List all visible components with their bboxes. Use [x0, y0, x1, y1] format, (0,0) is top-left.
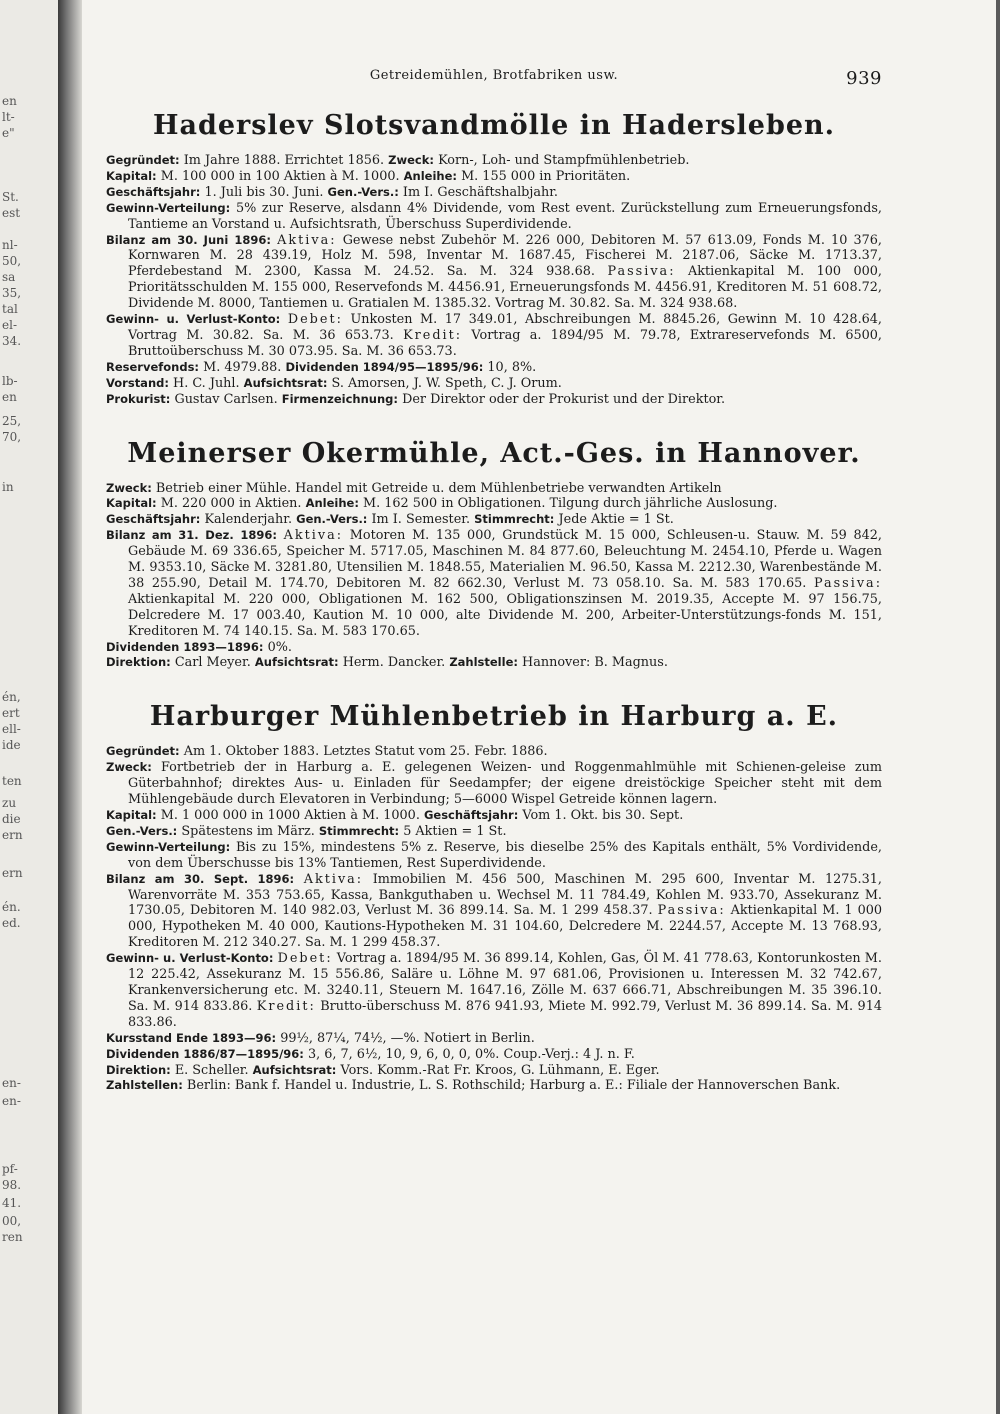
- kredit-label: Kredit:: [256, 998, 316, 1014]
- entry-kapital: [106, 496, 882, 512]
- company-title: Harburger Mühlenbetrieb in Harburg a. E.: [149, 701, 839, 733]
- entry-text: Fortbetrieb der in Harburg a. E. gelegenen Weizen- und Roggenmahlmühle mit Schienen-geleise zum Güterbahnhof; direktes Aus- u. Einladen für Seedampfer; der eigene dreistöckige Speicher steht mit dem Mühlengebäude durch Elevatoren in Verbindung; 5—6000 Wispel Getreide können lagern.: [128, 760, 882, 808]
- passiva-text: Aktienkapital M. 100 000, Prioritätsschulden M. 155 000, Reservefonds M. 4456.91, Erneuerungsfonds M. 4456.91, Kreditoren M. 51 608.72, Dividende M. 8000, Tantiemen u. Gratialen M. 1385.32. Vortrag M. 30.82. Sa. M. 324 938.68.: [128, 264, 882, 312]
- margin-fragment: ert: [2, 706, 20, 720]
- entry-kursstand: [106, 1031, 882, 1047]
- entry-text: Vom 1. Okt. bis 30. Sept.: [522, 808, 684, 823]
- margin-fragment: ed.: [2, 916, 21, 930]
- entry-zahlstellen: [106, 1078, 882, 1094]
- entry-direktion: [106, 655, 882, 671]
- entry-label: Gewinn- u. Verlust-Konto:: [106, 951, 274, 966]
- entry-zweck: [106, 760, 882, 808]
- entry-kapital: [106, 169, 882, 185]
- margin-fragment: en-: [2, 1076, 21, 1090]
- entry-label: Kursstand Ende 1893—96:: [106, 1030, 277, 1045]
- entry-text: Carl Meyer.: [174, 655, 251, 671]
- margin-fragment: ten: [2, 774, 22, 788]
- margin-fragment: in: [2, 480, 14, 494]
- kredit-text: Brutto-überschuss M. 876 941.93, Miete M. 992.79, Verlust M. 36 899.14. Sa. M. 914 833.86.: [128, 998, 882, 1030]
- entry-text: M. 1 000 000 in 1000 Aktien à M. 1000.: [160, 808, 420, 823]
- entry-direktion: [106, 1063, 882, 1079]
- entry-dividenden: [106, 1047, 882, 1063]
- entry-text: Im Jahre 1888. Errichtet 1856.: [183, 153, 385, 168]
- margin-fragment: pf-: [2, 1162, 18, 1176]
- entry-text: 3, 6, 7, 6½, 10, 9, 6, 0, 0, 0%. Coup.-Verj.: 4 J. n. F.: [307, 1046, 635, 1062]
- entry-gen-vers: [106, 824, 882, 840]
- entry-dividenden: [106, 640, 882, 656]
- entry-bilanz: [106, 233, 882, 313]
- entry-label: Bilanz am 30. Juni 1896:: [106, 232, 271, 247]
- entry-label: Gegründet:: [106, 153, 180, 167]
- entry-text: 5 Aktien = 1 St.: [403, 823, 507, 839]
- entry-label: Gen.-Vers.:: [296, 512, 368, 527]
- entry-geschaeftsjahr: [106, 185, 882, 201]
- entry-label: Bilanz am 30. Sept. 1896:: [106, 871, 295, 886]
- entry-label: Reservefonds:: [106, 359, 200, 374]
- passiva-label: Passiva:: [607, 264, 676, 280]
- entry-label: Vorstand:: [106, 375, 169, 390]
- margin-fragment: zu: [2, 796, 17, 810]
- entry-label: Zweck:: [388, 153, 434, 167]
- entry-label: Zahlstellen:: [106, 1078, 183, 1093]
- running-title: Getreidemühlen, Brotfabriken usw.: [369, 68, 619, 83]
- entry-text: Kalenderjahr.: [204, 512, 293, 528]
- margin-fragment: en: [2, 390, 17, 404]
- passiva-text: Aktienkapital M. 220 000, Obligationen M. 162 500, Obligationszinsen M. 2019.35, Accepte M. 97 156.75, Delcredere M. 17 003.40, Kaution M. 10 000, alte Dividende M. 200, Arbeiter-Unterstützungs-fonds M. 151, Kreditoren M. 74 140.15. Sa. M. 583 170.65.: [128, 591, 882, 639]
- entry-prokurist: [106, 392, 882, 408]
- entry-label: Geschäftsjahr:: [106, 512, 201, 527]
- margin-fragment: tal: [2, 302, 18, 316]
- entry-text: Im I. Geschäftshalbjahr.: [402, 184, 558, 200]
- entry-label: Stimmrecht:: [318, 823, 400, 838]
- margin-fragment: ern: [2, 828, 23, 842]
- passiva-label: Passiva:: [657, 903, 726, 919]
- margin-fragment: ide: [2, 738, 21, 752]
- company-title: Meinerser Okermühle, Act.-Ges. in Hannover.: [127, 437, 861, 469]
- margin-fragment: ren: [2, 1230, 23, 1244]
- entry-label: Kapital:: [106, 808, 157, 822]
- entry-gewinn-verteilung: [106, 840, 882, 872]
- entry-text: H. C. Juhl.: [173, 375, 240, 391]
- entry-text: M. 162 500 in Obligationen. Tilgung durch jährliche Auslosung.: [363, 496, 778, 512]
- aktiva-text: Gewese nebst Zubehör M. 226 000, Debitoren M. 57 613.09, Fonds M. 10 376, Kornwaren M. 28 439.19, Holz M. 598, Inventar M. 1687.45, Fischerei M. 2187.06, Säcke M. 1713.37, Pferdebestand M. 2300, Kassa M. 24.52. Sa. M. 324 938.68.: [128, 232, 882, 280]
- margin-fragment: 34.: [2, 334, 22, 348]
- entry-text: M. 100 000 in 100 Aktien à M. 1000.: [160, 168, 400, 184]
- entry-label: Zweck:: [106, 480, 152, 495]
- entry-label: Dividenden 1894/95—1895/96:: [285, 359, 484, 374]
- entry-label: Zweck:: [106, 760, 152, 775]
- entry-text: 10, 8%.: [487, 359, 537, 375]
- entry-zweck: [106, 481, 882, 497]
- previous-page-margin-text: [0, 0, 58, 1414]
- entry-label: Gen.-Vers.:: [327, 184, 399, 199]
- entry-bilanz: [106, 872, 882, 952]
- entry-text: Der Direktor oder der Prokurist und der Direktor.: [402, 391, 726, 407]
- company-harburger: [106, 701, 882, 1094]
- entry-label: Geschäftsjahr:: [106, 184, 201, 199]
- debet-label: Debet:: [287, 312, 343, 328]
- entry-label: Gegründet:: [106, 744, 180, 759]
- entry-label: Gewinn-Verteilung:: [106, 200, 231, 215]
- margin-fragment: 98.: [2, 1178, 22, 1192]
- entry-text: Herm. Dancker.: [342, 655, 446, 671]
- entry-text: Bis zu 15%, mindestens 5% z. Reserve, bis dieselbe 25% des Kapitals enthält, 5% Vordividende, von dem Überschusse bis 13% Tantiemen, Rest Superdividende.: [128, 839, 883, 871]
- entry-gewinn-verlust-konto: [106, 312, 882, 360]
- entry-vorstand: [106, 376, 882, 392]
- margin-fragment: én,: [2, 690, 21, 704]
- entry-geschaeftsjahr: [106, 512, 882, 528]
- kredit-text: Vortrag a. 1894/95 M. 79.78, Extrareservefonds M. 6500, Bruttoüberschuss M. 30 073.95. Sa. M. 36 653.73.: [128, 327, 883, 359]
- page: [106, 68, 882, 1114]
- margin-fragment: est: [2, 206, 21, 220]
- entry-label: Direktion:: [106, 655, 171, 670]
- margin-fragment: el-: [2, 318, 17, 332]
- margin-fragment: 25,: [2, 414, 22, 428]
- passiva-text: Aktienkapital M. 1 000 000, Hypotheken M. 40 000, Kautions-Hypotheken M. 31 104.60, Delcredere M. 2244.57, Accepte M. 13 768.93, Kreditoren M. 212 340.27. Sa. M. 1 299 458.37.: [128, 903, 882, 951]
- aktiva-label: Aktiva:: [277, 232, 337, 248]
- debet-text: Unkosten M. 17 349.01, Abschreibungen M. 8845.26, Gewinn M. 10 428.64, Vortrag M. 30.82. Sa. M. 36 653.73.: [128, 312, 882, 343]
- entry-reservefonds: [106, 360, 882, 376]
- entry-label: Aufsichtsrat:: [252, 1062, 337, 1077]
- entry-text: Korn-, Loh- und Stampfmühlenbetrieb.: [438, 153, 690, 168]
- margin-fragment: 70,: [2, 430, 22, 444]
- entry-bilanz: [106, 528, 882, 639]
- entry-label: Aufsichtsrat:: [243, 375, 328, 390]
- entry-label: Gen.-Vers.:: [106, 823, 178, 838]
- entry-label: Anleihe:: [403, 168, 457, 183]
- aktiva-text: Immobilien M. 456 500, Maschinen M. 295 600, Inventar M. 1275.31, Warenvorräte M. 353 753.65, Kassa, Bankguthaben u. Wechsel M. 11 784.49, Kohlen M. 933.70, Assekuranz M. 1730.05, Debitoren M. 140 982.03, Verlust M. 36 899.14. Sa. M. 1 299 458.37.: [128, 871, 882, 919]
- aktiva-label: Aktiva:: [283, 528, 344, 544]
- margin-fragment: ern: [2, 866, 23, 880]
- entry-label: Zahlstelle:: [449, 655, 518, 670]
- entry-label: Gewinn- u. Verlust-Konto:: [106, 312, 281, 327]
- entry-label: Direktion:: [106, 1062, 171, 1077]
- entry-text: Jede Aktie = 1 St.: [558, 512, 674, 528]
- page-edge: [996, 0, 1000, 1414]
- margin-fragment: 41.: [2, 1196, 22, 1210]
- company-haderslev: [106, 110, 882, 408]
- entry-label: Aufsichtsrat:: [254, 655, 339, 670]
- margin-fragment: ell-: [2, 722, 21, 736]
- entry-text: 99½, 87¼, 74½, —%. Notiert in Berlin.: [280, 1030, 535, 1046]
- margin-fragment: die: [2, 812, 21, 826]
- margin-fragment: 50,: [2, 254, 22, 268]
- entry-text: 1. Juli bis 30. Juni.: [204, 184, 324, 200]
- entry-label: Gewinn-Verteilung:: [106, 839, 231, 854]
- entry-text: Berlin: Bank f. Handel u. Industrie, L. S. Rothschild; Harburg a. E.: Filiale der Hannoverschen Bank.: [186, 1078, 841, 1094]
- book-fold-shadow: [58, 0, 82, 1414]
- running-header: [106, 68, 882, 96]
- margin-fragment: e": [2, 126, 15, 140]
- entry-gewinn-verteilung: [106, 201, 882, 233]
- company-title: Haderslev Slotsvandmölle in Hadersleben.: [152, 110, 836, 141]
- entry-gegruendet: [106, 744, 882, 760]
- entry-text: Im I. Semester.: [371, 512, 471, 528]
- company-meinerser: [106, 438, 882, 672]
- margin-fragment: én.: [2, 900, 21, 914]
- margin-fragment: 35,: [2, 286, 22, 300]
- page-number: 939: [846, 68, 882, 89]
- entry-label: Dividenden 1886/87—1895/96:: [106, 1046, 304, 1061]
- debet-label: Debet:: [277, 951, 333, 967]
- entry-text: Am 1. Oktober 1883. Letztes Statut vom 25. Febr. 1886.: [183, 744, 548, 760]
- entry-gegruendet: [106, 153, 882, 169]
- entry-label: Stimmrecht:: [474, 512, 555, 527]
- entry-text: Betrieb einer Mühle. Handel mit Getreide u. dem Mühlenbetriebe verwandten Artikeln: [155, 480, 722, 496]
- debet-text: Vortrag a. 1894/95 M. 36 899.14, Kohlen, Gas, Öl M. 41 778.63, Kontorunkosten M. 12 225.42, Assekuranz M. 15 556.86, Saläre u. Löhne M. 97 681.06, Provisionen u. Interessen M. 32 742.67, Krankenversicherung etc. M. 3240.11, Steuern M. 1647.16, Zölle M. 637 666.71, Abschreibungen M. 35 396.10. Sa. M. 914 833.86.: [128, 951, 882, 1014]
- margin-fragment: en-: [2, 1094, 21, 1108]
- margin-fragment: sa: [2, 270, 16, 284]
- entry-label: Prokurist:: [106, 391, 171, 406]
- entry-text: M. 4979.88.: [203, 359, 282, 375]
- entry-label: Firmenzeichnung:: [281, 391, 399, 406]
- entry-text: Hannover: B. Magnus.: [522, 655, 668, 671]
- margin-fragment: lt-: [2, 110, 15, 124]
- margin-fragment: St.: [2, 190, 19, 204]
- entry-kapital: [106, 808, 882, 824]
- entry-label: Bilanz am 31. Dez. 1896:: [106, 528, 277, 543]
- aktiva-label: Aktiva:: [303, 871, 364, 887]
- entry-label: Anleihe:: [305, 496, 359, 511]
- entry-label: Geschäftsjahr:: [423, 808, 519, 822]
- entry-text: 0%.: [267, 639, 292, 655]
- kredit-label: Kredit:: [403, 327, 463, 343]
- entry-text: M. 155 000 in Prioritäten.: [461, 168, 631, 184]
- margin-fragment: en: [2, 94, 17, 108]
- margin-fragment: nl-: [2, 238, 18, 252]
- entry-label: Kapital:: [106, 168, 157, 183]
- aktiva-text: Motoren M. 135 000, Grundstück M. 15 000, Schleusen-u. Stauw. M. 59 842, Gebäude M. 69 336.65, Speicher M. 5717.05, Maschinen M. 84 877.60, Beleuchtung M. 2454.10, Pferde u. Wagen M. 9353.10, Säcke M. 3281.80, Utensilien M. 1848.55, Materialien M. 96.50, Kassa M. 2212.30, Warenbestände M. 38 255.90, Detail M. 174.70, Debitoren M. 82 662.30, Verlust M. 73 058.10. Sa. M. 583 170.65.: [128, 528, 882, 591]
- entry-text: 5% zur Reserve, alsdann 4% Dividende, vom Rest event. Zurückstellung zum Erneuerungsfonds, Tantieme an Vorstand u. Aufsichtsrath, Überschuss Superdividende.: [128, 200, 882, 232]
- margin-fragment: lb-: [2, 374, 18, 388]
- passiva-label: Passiva:: [813, 575, 882, 591]
- margin-fragment: 00,: [2, 1214, 22, 1228]
- entry-text: Vors. Komm.-Rat Fr. Kroos, G. Lühmann, E. Eger.: [340, 1062, 660, 1078]
- entry-text: S. Amorsen, J. W. Speth, C. J. Orum.: [331, 375, 562, 391]
- entry-label: Kapital:: [106, 496, 157, 511]
- entry-text: Gustav Carlsen.: [174, 391, 278, 407]
- entry-text: E. Scheller.: [174, 1062, 249, 1078]
- entry-text: Spätestens im März.: [181, 823, 315, 839]
- entry-gewinn-verlust-konto: [106, 951, 882, 1031]
- entry-text: M. 220 000 in Aktien.: [160, 496, 302, 512]
- entry-label: Dividenden 1893—1896:: [106, 639, 264, 654]
